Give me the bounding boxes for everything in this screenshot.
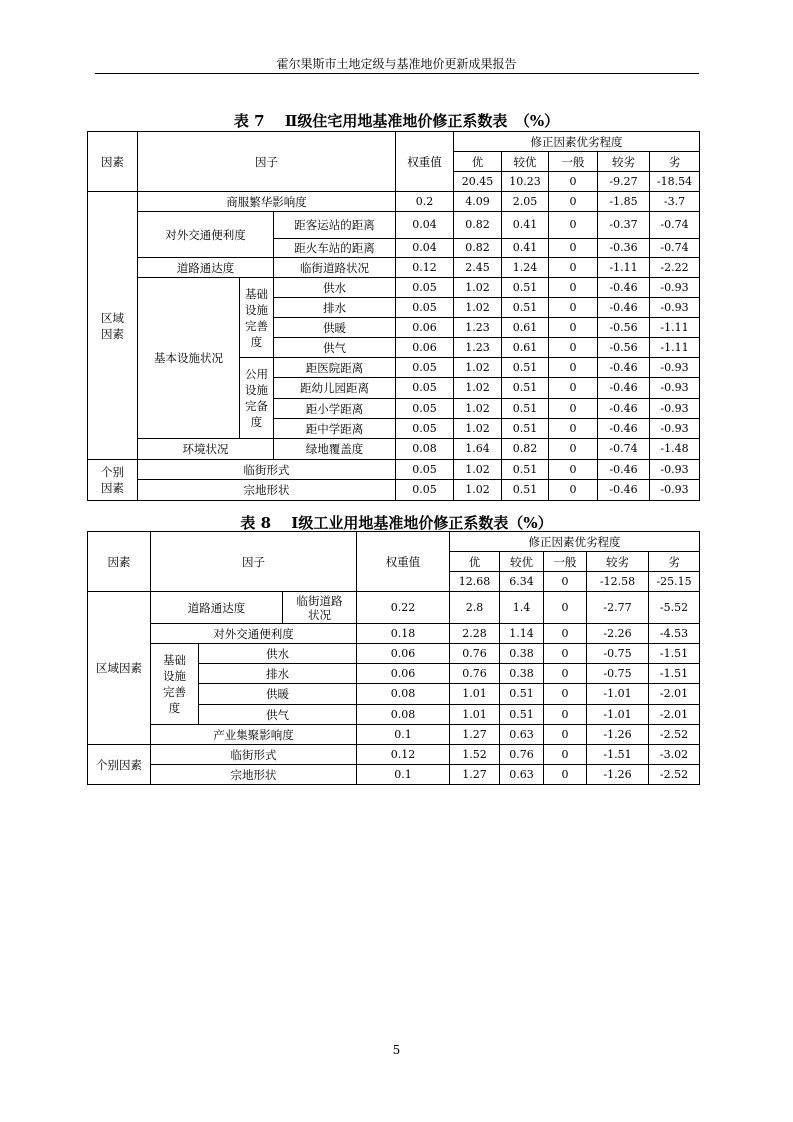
factor-label: 距火车站的距离 (274, 239, 396, 258)
t8-total: -12.58 (587, 572, 649, 592)
grade-cell: -2.22 (650, 258, 700, 278)
table-row (88, 644, 700, 664)
weight-cell: 0.05 (396, 298, 454, 318)
grade-cell: -2.01 (649, 684, 700, 705)
grade-cell: 0.51 (502, 399, 549, 419)
t7-header-subfactor: 因子 (138, 132, 396, 192)
weight-cell: 0.08 (396, 439, 454, 460)
t8-total: 0 (544, 572, 587, 592)
grade-cell: 0.41 (502, 212, 549, 239)
weight-cell: 0.18 (357, 624, 450, 644)
weight-cell: 0.04 (396, 239, 454, 258)
t8-header-g4: 较劣 (587, 552, 649, 572)
weight-cell: 0.06 (396, 318, 454, 338)
t8-header-g5: 劣 (649, 552, 700, 572)
t7-header-g2: 较优 (502, 152, 549, 172)
grade-cell: -2.52 (649, 725, 700, 745)
grade-cell: -0.93 (650, 419, 700, 439)
factor-label: 绿地覆盖度 (274, 439, 396, 460)
page-number: 5 (392, 1043, 401, 1057)
weight-cell: 0.05 (396, 378, 454, 399)
grade-cell: 0.63 (500, 725, 544, 745)
grade-cell: 0.82 (454, 212, 502, 239)
grade-cell: 0 (549, 439, 598, 460)
weight-cell: 0.05 (396, 399, 454, 419)
table-row (88, 460, 700, 480)
t7-header-factor: 因素 (88, 132, 138, 192)
grade-cell: -4.53 (649, 624, 700, 644)
factor-label: 宗地形状 (151, 765, 357, 785)
weight-cell: 0.05 (396, 278, 454, 298)
grade-cell: -2.52 (649, 765, 700, 785)
grade-cell: 0.51 (500, 684, 544, 705)
grade-cell: 2.05 (502, 192, 549, 212)
grade-cell: 0 (544, 745, 587, 765)
grade-cell: -0.46 (598, 278, 650, 298)
weight-cell: 0.08 (357, 684, 450, 705)
weight-cell: 0.22 (357, 592, 450, 624)
weight-cell: 0.06 (357, 644, 450, 664)
table-row (88, 258, 700, 278)
factor-label: 距小学距离 (274, 399, 396, 419)
grade-cell: 2.45 (454, 258, 502, 278)
grade-cell: 0.61 (502, 338, 549, 358)
grade-cell: 1.02 (454, 480, 502, 501)
grade-cell: 0.51 (502, 460, 549, 480)
grade-cell: 0 (544, 592, 587, 624)
weight-cell: 0.12 (396, 258, 454, 278)
grade-cell: 0.38 (500, 664, 544, 684)
grade-cell: 0 (549, 419, 598, 439)
t7-total: 10.23 (502, 172, 549, 192)
grade-cell: -1.85 (598, 192, 650, 212)
t7-group-traffic: 对外交通便利度 (138, 212, 274, 258)
page-header: 霍尔果斯市土地定级与基准地价更新成果报告 (276, 57, 517, 71)
grade-cell: 0 (549, 378, 598, 399)
table-row (88, 278, 700, 298)
t7-group-individual: 个别 因素 (88, 460, 138, 501)
t7-total: -18.54 (650, 172, 700, 192)
grade-cell: -1.26 (587, 725, 649, 745)
grade-cell: -0.36 (598, 239, 650, 258)
grade-cell: 0.51 (502, 480, 549, 501)
t7-group-infra: 基本设施状况 (138, 278, 240, 439)
grade-cell: 0 (549, 460, 598, 480)
grade-cell: -0.93 (650, 298, 700, 318)
grade-cell: -0.93 (650, 399, 700, 419)
grade-cell: 0 (549, 258, 598, 278)
weight-cell: 0.1 (357, 765, 450, 785)
t7-group-env: 环境状况 (138, 439, 274, 460)
factor-label: 供暖 (199, 684, 357, 705)
weight-cell: 0.05 (396, 480, 454, 501)
t7-header-g3: 一般 (549, 152, 598, 172)
grade-cell: -1.48 (650, 439, 700, 460)
grade-cell: -1.11 (650, 318, 700, 338)
grade-cell: 1.14 (500, 624, 544, 644)
grade-cell: -0.93 (650, 480, 700, 501)
weight-cell: 0.08 (357, 705, 450, 725)
t8-total: 12.68 (450, 572, 500, 592)
grade-cell: -0.93 (650, 378, 700, 399)
grade-cell: 0 (544, 664, 587, 684)
grade-cell: 1.24 (502, 258, 549, 278)
factor-label: 供暖 (274, 318, 396, 338)
weight-cell: 0.12 (357, 745, 450, 765)
grade-cell: 1.02 (454, 278, 502, 298)
weight-cell: 0.06 (357, 664, 450, 684)
grade-cell: 0 (549, 480, 598, 501)
t8-group-basic: 基础 设施 完善 度 (151, 644, 199, 725)
factor-label: 排水 (199, 664, 357, 684)
grade-cell: -0.46 (598, 298, 650, 318)
grade-cell: -5.52 (649, 592, 700, 624)
factor-label: 排水 (274, 298, 396, 318)
grade-cell: -0.46 (598, 378, 650, 399)
t7-group-region: 区域 因素 (88, 192, 138, 460)
grade-cell: 0.76 (500, 745, 544, 765)
grade-cell: 0.51 (502, 419, 549, 439)
grade-cell: 0 (549, 239, 598, 258)
t8-group-region: 区域因素 (88, 592, 151, 745)
grade-cell: -2.77 (587, 592, 649, 624)
factor-label: 供气 (199, 705, 357, 725)
grade-cell: 0 (544, 684, 587, 705)
grade-cell: 0.51 (502, 278, 549, 298)
grade-cell: 1.4 (500, 592, 544, 624)
grade-cell: 0 (549, 278, 598, 298)
table-row (88, 592, 700, 624)
factor-label: 距医院距离 (274, 358, 396, 378)
weight-cell: 0.06 (396, 338, 454, 358)
grade-cell: -0.46 (598, 480, 650, 501)
weight-cell: 0.04 (396, 212, 454, 239)
t8-header-g2: 较优 (500, 552, 544, 572)
grade-cell: -0.56 (598, 318, 650, 338)
grade-cell: -0.93 (650, 460, 700, 480)
grade-cell: -1.51 (587, 745, 649, 765)
grade-cell: -0.74 (650, 239, 700, 258)
t8-group-individual: 个别因素 (88, 745, 151, 785)
t8-total: 6.34 (500, 572, 544, 592)
grade-cell: -2.01 (649, 705, 700, 725)
grade-cell: -3.02 (649, 745, 700, 765)
grade-cell: -1.01 (587, 705, 649, 725)
grade-cell: -0.74 (650, 212, 700, 239)
grade-cell: 0 (549, 192, 598, 212)
grade-cell: -0.75 (587, 664, 649, 684)
table-row (88, 212, 700, 239)
grade-cell: 0 (544, 644, 587, 664)
grade-cell: -0.93 (650, 278, 700, 298)
grade-cell: 0 (549, 318, 598, 338)
grade-cell: 0 (544, 725, 587, 745)
table-row (88, 765, 700, 785)
grade-cell: 1.02 (454, 419, 502, 439)
table-row (88, 745, 700, 765)
grade-cell: 1.27 (450, 725, 500, 745)
grade-cell: 0.51 (500, 705, 544, 725)
grade-cell: 0.63 (500, 765, 544, 785)
grade-cell: 0.51 (502, 378, 549, 399)
factor-label: 临街道路状况 (274, 258, 396, 278)
grade-cell: 1.02 (454, 399, 502, 419)
t7-total: -9.27 (598, 172, 650, 192)
grade-cell: 1.64 (454, 439, 502, 460)
grade-cell: -0.75 (587, 644, 649, 664)
weight-cell: 0.05 (396, 419, 454, 439)
grade-cell: 0.38 (500, 644, 544, 664)
t8-total: -25.15 (649, 572, 700, 592)
header-rule (95, 73, 699, 74)
t7-group-public: 公用 设施 完备 度 (240, 358, 274, 439)
grade-cell: -3.7 (650, 192, 700, 212)
grade-cell: -0.46 (598, 419, 650, 439)
factor-label: 临街道路 状况 (283, 592, 357, 624)
grade-cell: 0.51 (502, 358, 549, 378)
grade-cell: 0 (549, 399, 598, 419)
grade-cell: 1.02 (454, 298, 502, 318)
table-row (88, 624, 700, 644)
grade-cell: 1.01 (450, 705, 500, 725)
grade-cell: 2.8 (450, 592, 500, 624)
t7-total: 0 (549, 172, 598, 192)
factor-label: 距幼儿园距离 (274, 378, 396, 399)
grade-cell: -0.46 (598, 358, 650, 378)
grade-cell: 0 (544, 765, 587, 785)
factor-label: 商服繁华影响度 (138, 192, 396, 212)
grade-cell: 0 (549, 298, 598, 318)
weight-cell: 0.05 (396, 460, 454, 480)
t8-header-factor: 因素 (88, 532, 151, 592)
factor-label: 临街形式 (138, 460, 396, 480)
factor-label: 对外交通便利度 (151, 624, 357, 644)
grade-cell: 0.51 (502, 298, 549, 318)
grade-cell: 0 (544, 624, 587, 644)
grade-cell: 4.09 (454, 192, 502, 212)
t7-group-road: 道路通达度 (138, 258, 274, 278)
grade-cell: -0.56 (598, 338, 650, 358)
factor-label: 供水 (274, 278, 396, 298)
factor-label: 产业集聚影响度 (151, 725, 357, 745)
t7-header-g4: 较劣 (598, 152, 650, 172)
table-row (88, 192, 700, 212)
factor-label: 距中学距离 (274, 419, 396, 439)
grade-cell: 0 (549, 212, 598, 239)
factor-label: 临街形式 (151, 745, 357, 765)
t7-header-g1: 优 (454, 152, 502, 172)
weight-cell: 0.05 (396, 358, 454, 378)
table7-title: 表 7 Ⅱ级住宅用地基准地价修正系数表 （%） (233, 112, 560, 130)
grade-cell: -0.46 (598, 399, 650, 419)
weight-cell: 0.1 (357, 725, 450, 745)
t7-header-g5: 劣 (650, 152, 700, 172)
grade-cell: 1.23 (454, 338, 502, 358)
grade-cell: 1.02 (454, 460, 502, 480)
table7 (87, 131, 700, 501)
grade-cell: 1.23 (454, 318, 502, 338)
t8-header-g3: 一般 (544, 552, 587, 572)
factor-label: 距客运站的距离 (274, 212, 396, 239)
grade-cell: 0 (544, 705, 587, 725)
t8-header-subfactor: 因子 (151, 532, 357, 592)
grade-cell: 0.76 (450, 644, 500, 664)
grade-cell: 0.82 (502, 439, 549, 460)
grade-cell: -1.26 (587, 765, 649, 785)
grade-cell: -1.11 (598, 258, 650, 278)
grade-cell: -0.74 (598, 439, 650, 460)
grade-cell: 1.52 (450, 745, 500, 765)
t8-group-road: 道路通达度 (151, 592, 283, 624)
grade-cell: -0.93 (650, 358, 700, 378)
grade-cell: 1.01 (450, 684, 500, 705)
grade-cell: 1.27 (450, 765, 500, 785)
table8-title: 表 8 Ⅰ级工业用地基准地价修正系数表（%） (240, 514, 553, 532)
factor-label: 供水 (199, 644, 357, 664)
grade-cell: -2.26 (587, 624, 649, 644)
t7-group-basic: 基础 设施 完善 度 (240, 278, 274, 358)
table8 (87, 531, 700, 785)
factor-label: 宗地形状 (138, 480, 396, 501)
table-row (88, 480, 700, 501)
t7-total: 20.45 (454, 172, 502, 192)
grade-cell: 1.02 (454, 358, 502, 378)
grade-cell: 0.76 (450, 664, 500, 684)
grade-cell: -0.46 (598, 460, 650, 480)
grade-cell: 0.61 (502, 318, 549, 338)
grade-cell: 2.28 (450, 624, 500, 644)
t7-header-grade: 修正因素优劣程度 (454, 132, 700, 152)
table-row (88, 439, 700, 460)
t7-header-weight: 权重值 (396, 132, 454, 192)
grade-cell: 1.02 (454, 378, 502, 399)
t8-header-grade: 修正因素优劣程度 (450, 532, 700, 552)
grade-cell: -1.11 (650, 338, 700, 358)
grade-cell: 0 (549, 338, 598, 358)
grade-cell: -1.51 (649, 644, 700, 664)
grade-cell: -0.37 (598, 212, 650, 239)
table-row (88, 725, 700, 745)
factor-label: 供气 (274, 338, 396, 358)
t8-header-g1: 优 (450, 552, 500, 572)
t8-header-weight: 权重值 (357, 532, 450, 592)
grade-cell: -1.01 (587, 684, 649, 705)
grade-cell: 0 (549, 358, 598, 378)
weight-cell: 0.2 (396, 192, 454, 212)
grade-cell: 0.82 (454, 239, 502, 258)
grade-cell: -1.51 (649, 664, 700, 684)
grade-cell: 0.41 (502, 239, 549, 258)
